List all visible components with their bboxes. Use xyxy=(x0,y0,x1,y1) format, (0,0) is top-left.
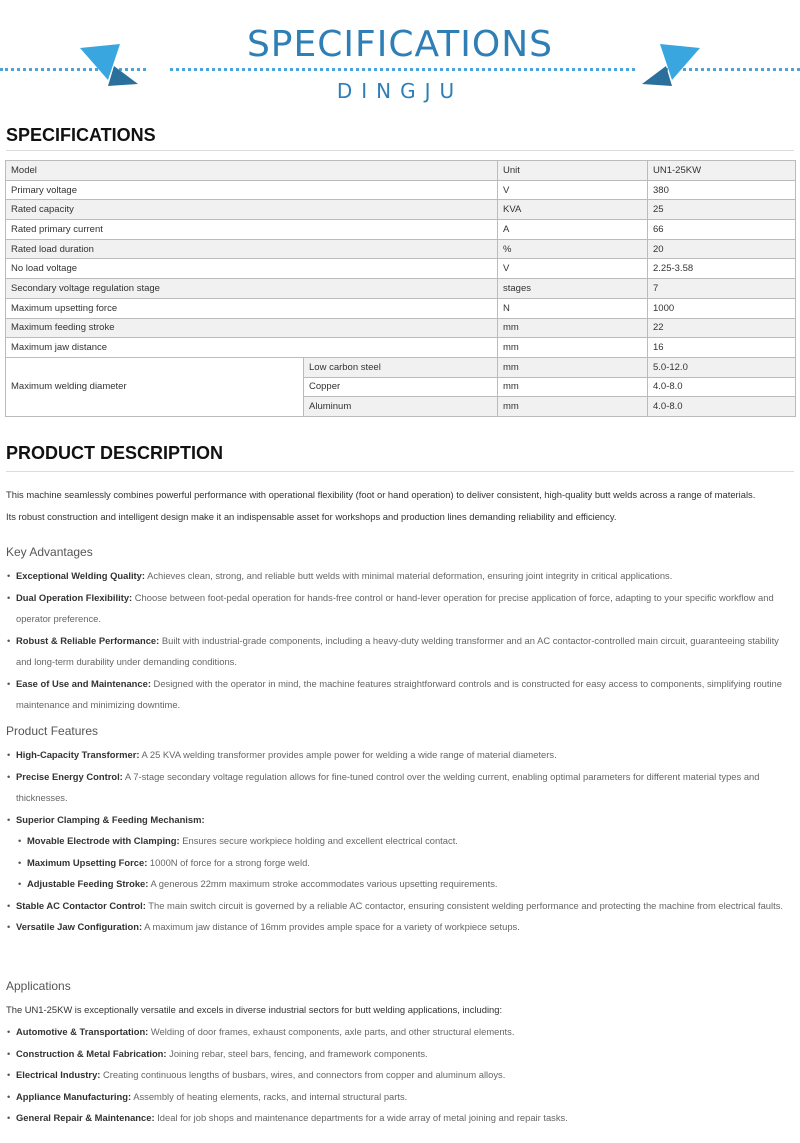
banner-title: SPECIFICATIONS xyxy=(246,24,554,65)
table-cell: 2.25-3.58 xyxy=(648,259,796,279)
table-cell: 22 xyxy=(648,318,796,338)
table-cell: A xyxy=(498,220,648,240)
list-item-title: Appliance Manufacturing: xyxy=(16,1090,132,1102)
table-cell: 20 xyxy=(648,239,796,259)
table-row xyxy=(6,357,796,377)
table-cell: 25 xyxy=(648,200,796,220)
applications-list xyxy=(6,1021,794,1129)
list-item xyxy=(6,916,794,938)
description-paragraph: This machine seamlessly combines powerful performance with operational flexibility (foot or hand operation) to deliver consistent, high-quality butt welds across a range of materials. xyxy=(6,489,756,500)
list-item-text: Choose between foot-pedal operation for hands-free control or hand-lever operation for precise application of force, adapting to your specific workflow and operator preference. xyxy=(16,591,774,624)
features-list xyxy=(6,744,794,938)
table-row xyxy=(6,338,796,358)
applications-heading: Applications xyxy=(6,979,71,993)
list-item xyxy=(6,809,794,831)
list-item xyxy=(17,873,794,895)
list-item-text: Ensures secure workpiece holding and excellent electrical contact. xyxy=(179,835,458,846)
list-item xyxy=(6,1086,794,1108)
description-paragraph: Its robust construction and intelligent design make it an indispensable asset for workshops and production lines demanding reliability and efficiency. xyxy=(6,510,617,522)
table-cell: KVA xyxy=(498,200,648,220)
list-item xyxy=(6,587,794,630)
dotted-line-center xyxy=(170,68,635,71)
table-cell: N xyxy=(498,298,648,318)
table-cell: mm xyxy=(498,397,648,417)
list-item xyxy=(6,1021,794,1043)
table-cell: 16 xyxy=(648,338,796,358)
description-heading: PRODUCT DESCRIPTION xyxy=(6,443,224,463)
list-item-text: A maximum jaw distance of 16mm provides ample space for a variety of workpiece setups. xyxy=(142,921,520,932)
advantages-list xyxy=(6,565,794,716)
applications-intro: The UN1-25KW is exceptionally versatile and excels in diverse industrial sectors for butt welding applications, including: xyxy=(6,1004,503,1015)
banner-subtitle: DINGJU xyxy=(336,79,464,103)
list-item-text: Welding of door frames, exhaust components, axle parts, and other structural elements. xyxy=(148,1026,515,1037)
list-item xyxy=(6,673,794,716)
list-item-title: Stable AC Contactor Control: xyxy=(16,899,146,911)
list-item-title: Movable Electrode with Clamping: xyxy=(27,835,180,846)
table-cell: Unit xyxy=(498,161,648,181)
list-item-text: A 7-stage secondary voltage regulation allows for fine-tuned control over the welding current, enabling optimal parameters for different material types and thicknesses. xyxy=(16,770,760,803)
list-item-title: Superior Clamping & Feeding Mechanism: xyxy=(16,813,205,825)
list-item-title: Precise Energy Control: xyxy=(16,770,123,782)
list-item-text: Assembly of heating elements, racks, and internal structural parts. xyxy=(131,1090,408,1102)
list-item-text: Creating continuous lengths of busbars, wires, and connectors from copper and aluminum alloys. xyxy=(100,1069,506,1080)
table-cell: 7 xyxy=(648,279,796,299)
divider xyxy=(6,150,794,151)
list-item-text: Designed with the operator in mind, the machine features straightforward controls and is constructed for easy access to components, simplifying routine maintenance and minimizing downtime. xyxy=(16,677,782,710)
table-cell: Maximum upsetting force xyxy=(6,298,498,318)
table-cell: V xyxy=(498,259,648,279)
table-cell: Copper xyxy=(304,377,498,397)
features-heading: Product Features xyxy=(6,724,99,738)
list-item xyxy=(6,565,794,587)
list-item-text: The main switch circuit is governed by a reliable AC contactor, ensuring consistent welding performance and protecting the machine from electrical faults. xyxy=(145,899,783,911)
table-row xyxy=(6,279,796,299)
list-item-title: Ease of Use and Maintenance: xyxy=(16,677,151,689)
list-item-title: Dual Operation Flexibility: xyxy=(16,591,133,603)
divider xyxy=(6,471,794,472)
table-cell: Model xyxy=(6,161,498,181)
list-item xyxy=(6,630,794,673)
list-item-title: Construction & Metal Fabrication: xyxy=(16,1047,167,1059)
list-item-text: Achieves clean, strong, and reliable butt welds with minimal material deformation, ensuring joint integrity in critical applications. xyxy=(145,570,673,581)
list-item-text: 1000N of force for a strong forge weld. xyxy=(147,856,310,868)
table-cell: Maximum jaw distance xyxy=(6,338,498,358)
table-cell: Aluminum xyxy=(304,397,498,417)
table-cell: 4.0-8.0 xyxy=(648,377,796,397)
list-item-title: Robust & Reliable Performance: xyxy=(16,634,160,646)
list-item-title: Exceptional Welding Quality: xyxy=(16,570,146,581)
table-cell: Maximum feeding stroke xyxy=(6,318,498,338)
header-banner xyxy=(0,0,800,112)
list-item-text: A 25 KVA welding transformer provides ample power for welding a wide range of material diameters. xyxy=(139,749,557,760)
list-item-title: Automotive & Transportation: xyxy=(16,1026,149,1037)
table-row xyxy=(6,298,796,318)
list-item xyxy=(6,1043,794,1065)
table-cell: 380 xyxy=(648,180,796,200)
list-item-text: Ideal for job shops and maintenance departments for a wide array of metal joining and repair tasks. xyxy=(154,1112,568,1123)
table-cell: Rated capacity xyxy=(6,200,498,220)
list-item-title: Electrical Industry: xyxy=(16,1069,101,1080)
description-text xyxy=(6,484,794,527)
table-cell: mm xyxy=(498,377,648,397)
table-cell: UN1-25KW xyxy=(648,161,796,181)
list-item xyxy=(17,830,794,852)
list-item-title: Versatile Jaw Configuration: xyxy=(16,921,143,932)
table-row xyxy=(6,239,796,259)
list-item-title: High-Capacity Transformer: xyxy=(16,749,140,760)
list-item xyxy=(6,766,794,809)
table-cell: mm xyxy=(498,338,648,358)
list-item-title: Adjustable Feeding Stroke: xyxy=(27,878,149,889)
list-item xyxy=(6,744,794,766)
list-item-text: Built with industrial-grade components, including a heavy-duty welding transformer and an AC contactor-controlled main circuit, guaranteeing stability and long-term durability under demanding conditions. xyxy=(16,634,779,667)
table-cell: 5.0-12.0 xyxy=(648,357,796,377)
specs-table xyxy=(5,160,796,417)
table-cell: Secondary voltage regulation stage xyxy=(6,279,498,299)
list-item-title: General Repair & Maintenance: xyxy=(16,1112,155,1123)
table-row xyxy=(6,259,796,279)
table-cell: Primary voltage xyxy=(6,180,498,200)
table-cell: V xyxy=(498,180,648,200)
list-item xyxy=(6,895,794,917)
table-cell: % xyxy=(498,239,648,259)
table-cell: mm xyxy=(498,357,648,377)
table-cell: Maximum welding diameter xyxy=(6,357,304,416)
table-row xyxy=(6,180,796,200)
list-item xyxy=(6,1064,794,1086)
table-cell: Rated primary current xyxy=(6,220,498,240)
specs-heading: SPECIFICATIONS xyxy=(6,125,156,145)
list-item xyxy=(17,852,794,874)
table-cell: Low carbon steel xyxy=(304,357,498,377)
table-cell: 4.0-8.0 xyxy=(648,397,796,417)
table-row xyxy=(6,161,796,181)
table-cell: No load voltage xyxy=(6,259,498,279)
list-item-text: A generous 22mm maximum stroke accommodates various upsetting requirements. xyxy=(148,878,498,889)
table-cell: stages xyxy=(498,279,648,299)
list-item-title: Maximum Upsetting Force: xyxy=(27,856,148,868)
table-row xyxy=(6,220,796,240)
table-cell: Rated load duration xyxy=(6,239,498,259)
list-item xyxy=(6,1107,794,1129)
list-item-text: Joining rebar, steel bars, fencing, and framework components. xyxy=(166,1047,428,1059)
table-row xyxy=(6,200,796,220)
table-cell: 1000 xyxy=(648,298,796,318)
table-row xyxy=(6,318,796,338)
table-cell: mm xyxy=(498,318,648,338)
advantages-heading: Key Advantages xyxy=(6,545,93,559)
table-cell: 66 xyxy=(648,220,796,240)
